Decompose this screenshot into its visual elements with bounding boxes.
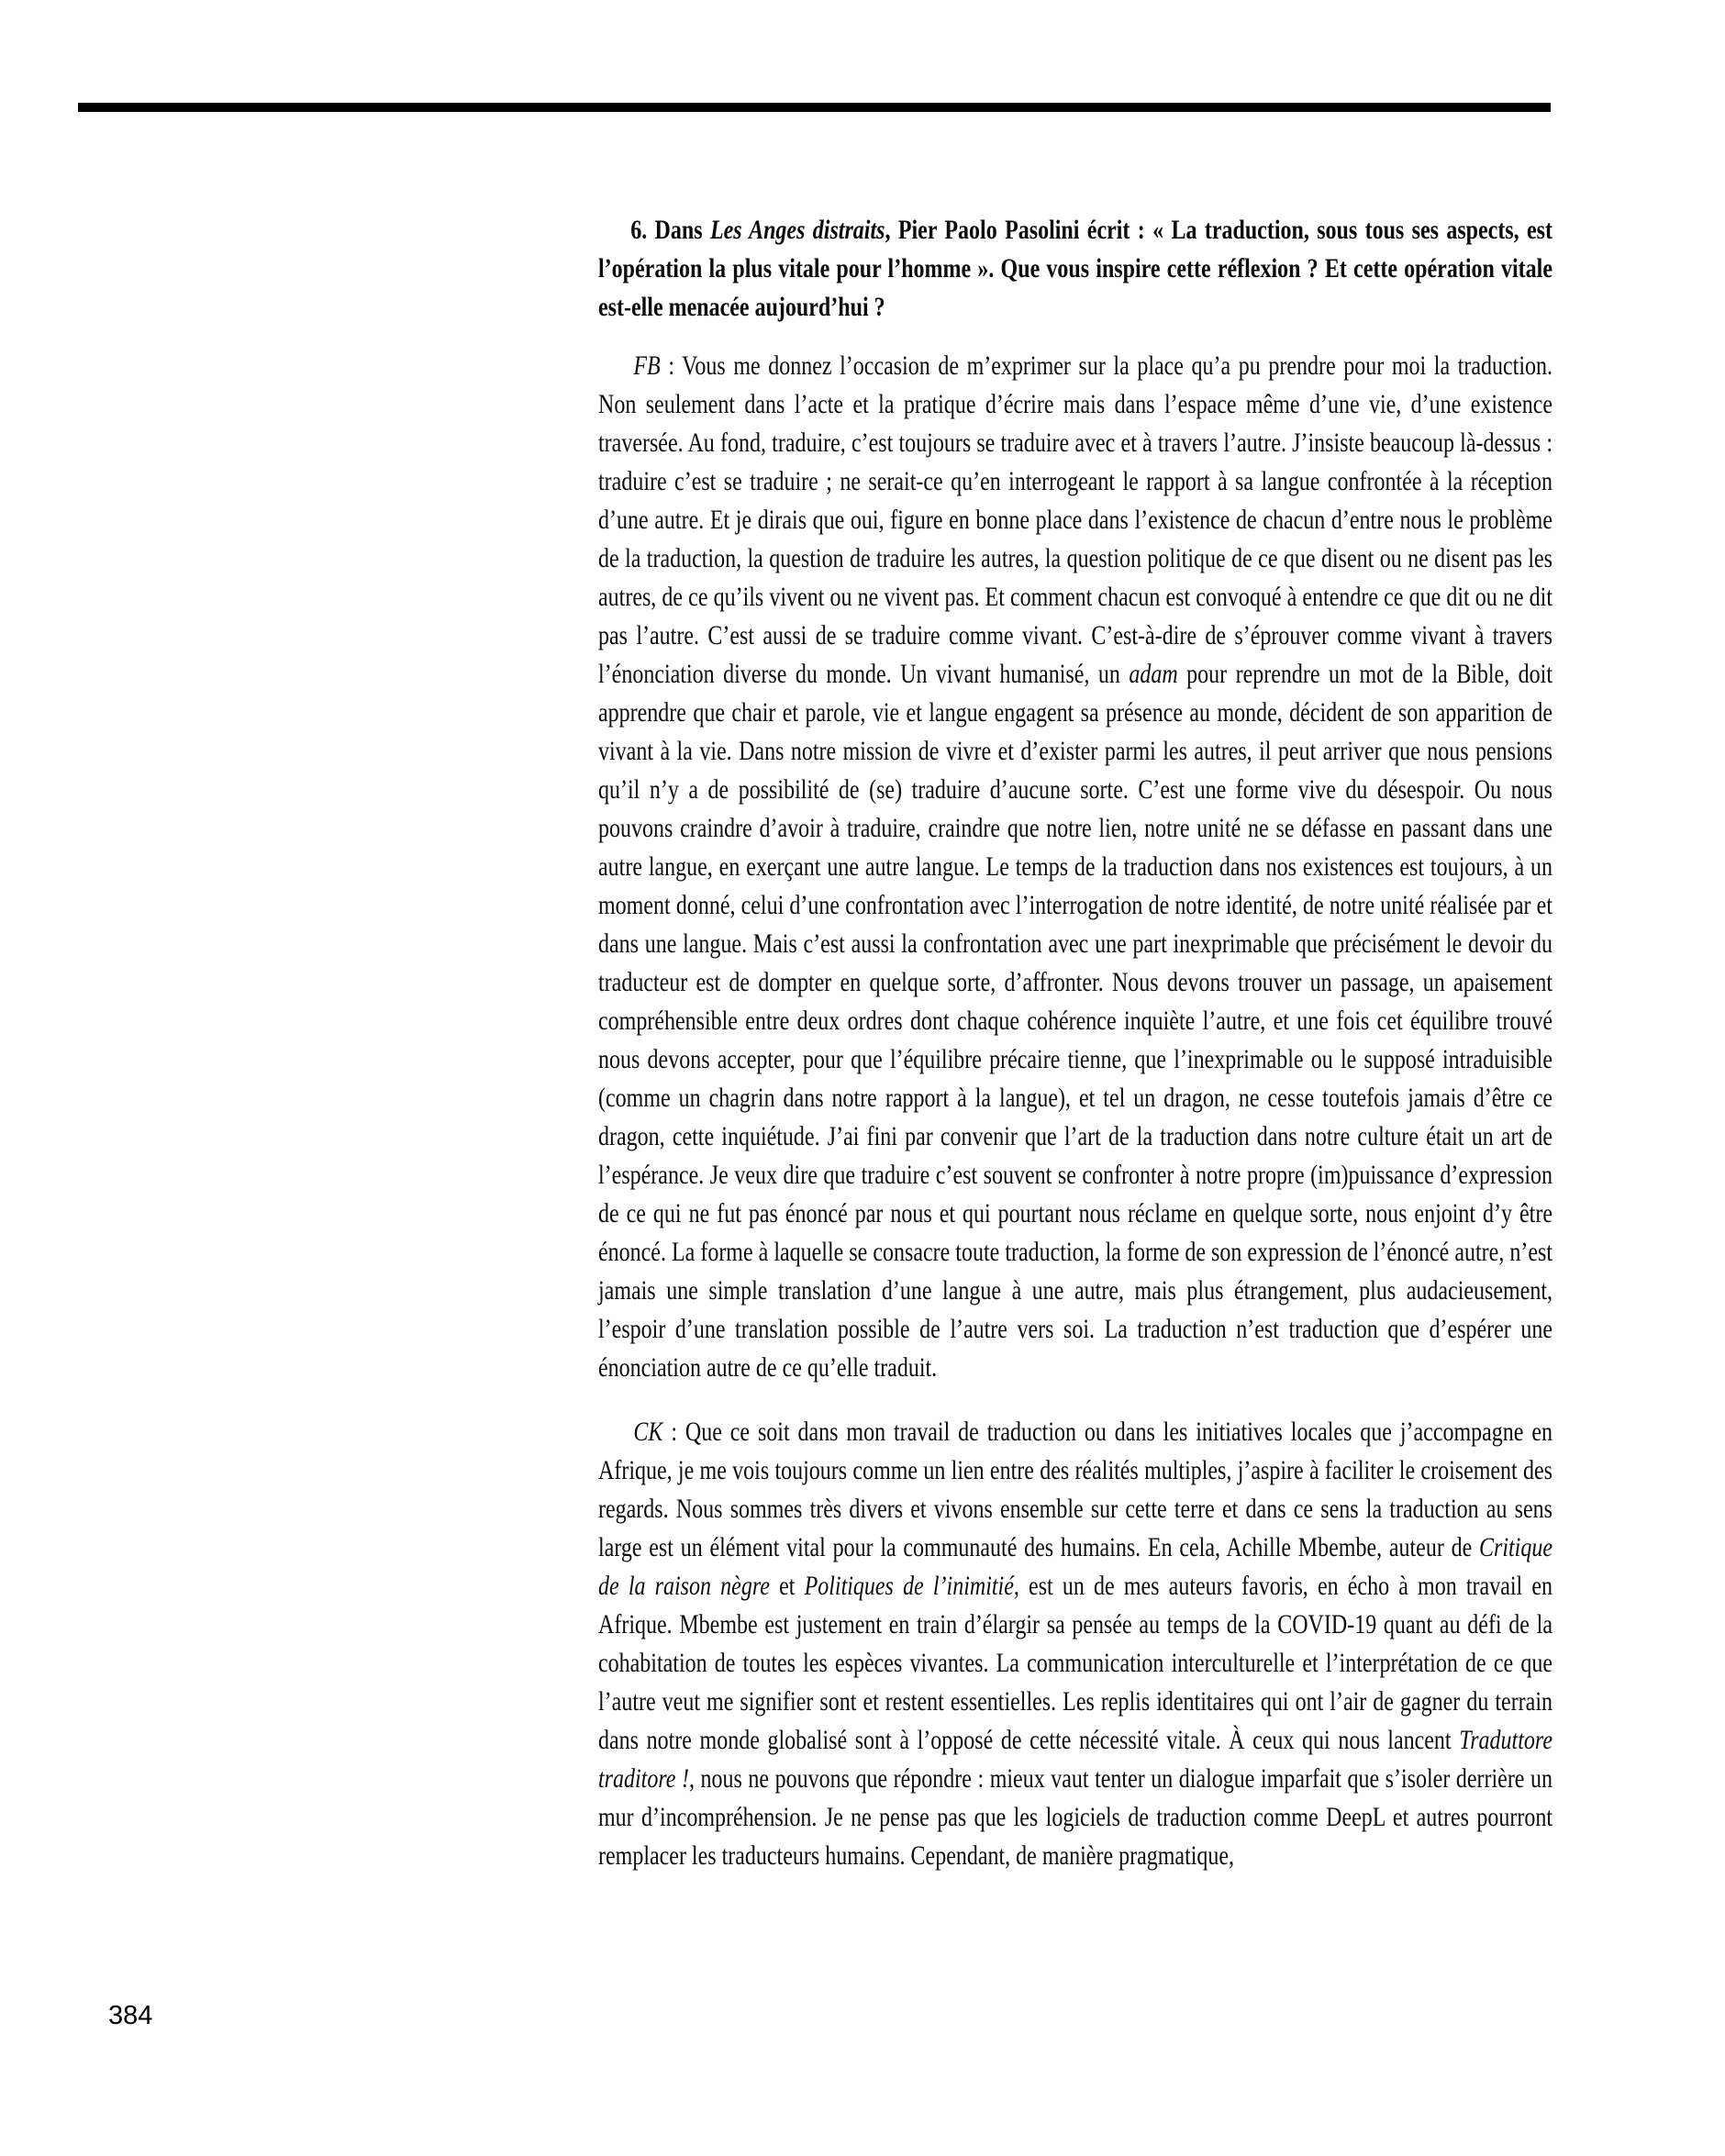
top-rule [78, 103, 1551, 112]
interview-question: 6. Dans Les Anges distraits, Pier Paolo Pasolini écrit : « La traduction, sous tous ses aspects, est l’opération la plus vitale pour l’homme ». Que vous inspire cette réflexion ? Et cette opération vitale est-elle menacée aujourd’hui ? [598, 215, 1552, 322]
answer-paragraph-ck: CK : Que ce soit dans mon travail de traduction ou dans les initiatives locales que j’accompagne en Afrique, je me vois toujours comme un lien entre des réalités multiples, j’aspire à faciliter le croisement des regards. Nous sommes très divers et vivons ensemble sur cette terre et dans ce sens la traduction au sens large est un élément vital pour la communauté des humains. En cela, Achille Mbembe, auteur de Critique de la raison nègre et Politiques de l’inimitié, est un de mes auteurs favoris, en écho à mon travail en Afrique. Mbembe est justement en train d’élargir sa pensée au temps de la COVID-19 quant au défi de la cohabitation de toutes les espèces vivantes. La communication interculturelle et l’interprétation de ce que l’autre veut me signifier sont et restent essentielles. Les replis identitaires qui ont l’air de gagner du terrain dans notre monde globalisé sont à l’opposé de cette nécessité vitale. À ceux qui nous lancent Traduttore traditore !, nous ne pouvons que répondre : mieux vaut tenter un dialogue imparfait que s’isoler derrière un mur d’incompréhension. Je ne pense pas que les logiciels de traduction comme DeepL et autres pourront remplacer les traducteurs humains. Cependant, de manière pragmatique, [598, 1417, 1553, 1871]
page-number: 384 [108, 2001, 153, 2030]
text-column [598, 211, 1552, 1875]
answer-paragraph-fb: FB : Vous me donnez l’occasion de m’exprimer sur la place qu’a pu prendre pour moi la traduction. Non seulement dans l’acte et la pratique d’écrire mais dans l’espace même d’une vie, d’une existence traversée. Au fond, traduire, c’est toujours se traduire avec et à travers l’autre. J’insiste beaucoup là-dessus : traduire c’est se traduire ; ne serait-ce qu’en interrogeant le rapport à sa langue confrontée à la réception d’une autre. Et je dirais que oui, figure en bonne place dans l’existence de chacun d’entre nous le problème de la traduction, la question de traduire les autres, la question politique de ce que disent ou ne disent pas les autres, de ce qu’ils vivent ou ne vivent pas. Et comment chacun est convoqué à entendre ce que dit ou ne dit pas l’autre. C’est aussi de se traduire comme vivant. C’est-à-dire de s’éprouver comme vivant à travers l’énonciation diverse du monde. Un vivant humanisé, un adam pour reprendre un mot de la Bible, doit apprendre que chair et parole, vie et langue engagent sa présence au monde, décident de son apparition de vivant à la vie. Dans notre mission de vivre et d’exister parmi les autres, il peut arriver que nous pensions qu’il n’y a de possibilité de (se) traduire d’aucune sorte. C’est une forme vive du désespoir. Ou nous pouvons craindre d’avoir à traduire, craindre que notre lien, notre unité ne se défasse en passant dans une autre langue, en exerçant une autre langue. Le temps de la traduction dans nos existences est toujours, à un moment donné, celui d’une confrontation avec l’interrogation de notre identité, de notre unité réalisée par et dans une langue. Mais c’est aussi la confrontation avec une part inexprimable que précisément le devoir du traducteur est de dompter en quelque sorte, d’affronter. Nous devons trouver un passage, un apaisement compréhensible entre deux ordres dont chaque cohérence inquiète l’autre, et une fois cet équilibre trouvé nous devons accepter, pour que l’équilibre précaire tienne, que l’inexprimable ou le supposé intraduisible (comme un chagrin dans notre rapport à la langue), et tel un dragon, ne cesse toutefois jamais d’être ce dragon, cette inquiétude. J’ai fini par convenir que l’art de la traduction dans notre culture était un art de l’espérance. Je veux dire que traduire c’est souvent se confronter à notre propre (im)puissance d’expression de ce qui ne fut pas énoncé par nous et qui pourtant nous réclame en quelque sorte, nous enjoint d’y être énoncé. La forme à laquelle se consacre toute traduction, la forme de son expression de l’énoncé autre, n’est jamais une simple translation d’une langue à une autre, mais plus étrangement, plus audacieusement, l’espoir d’une translation possible de l’autre vers soi. La traduction n’est traduction que d’espérer une énonciation autre de ce qu’elle traduit. [598, 350, 1552, 1383]
